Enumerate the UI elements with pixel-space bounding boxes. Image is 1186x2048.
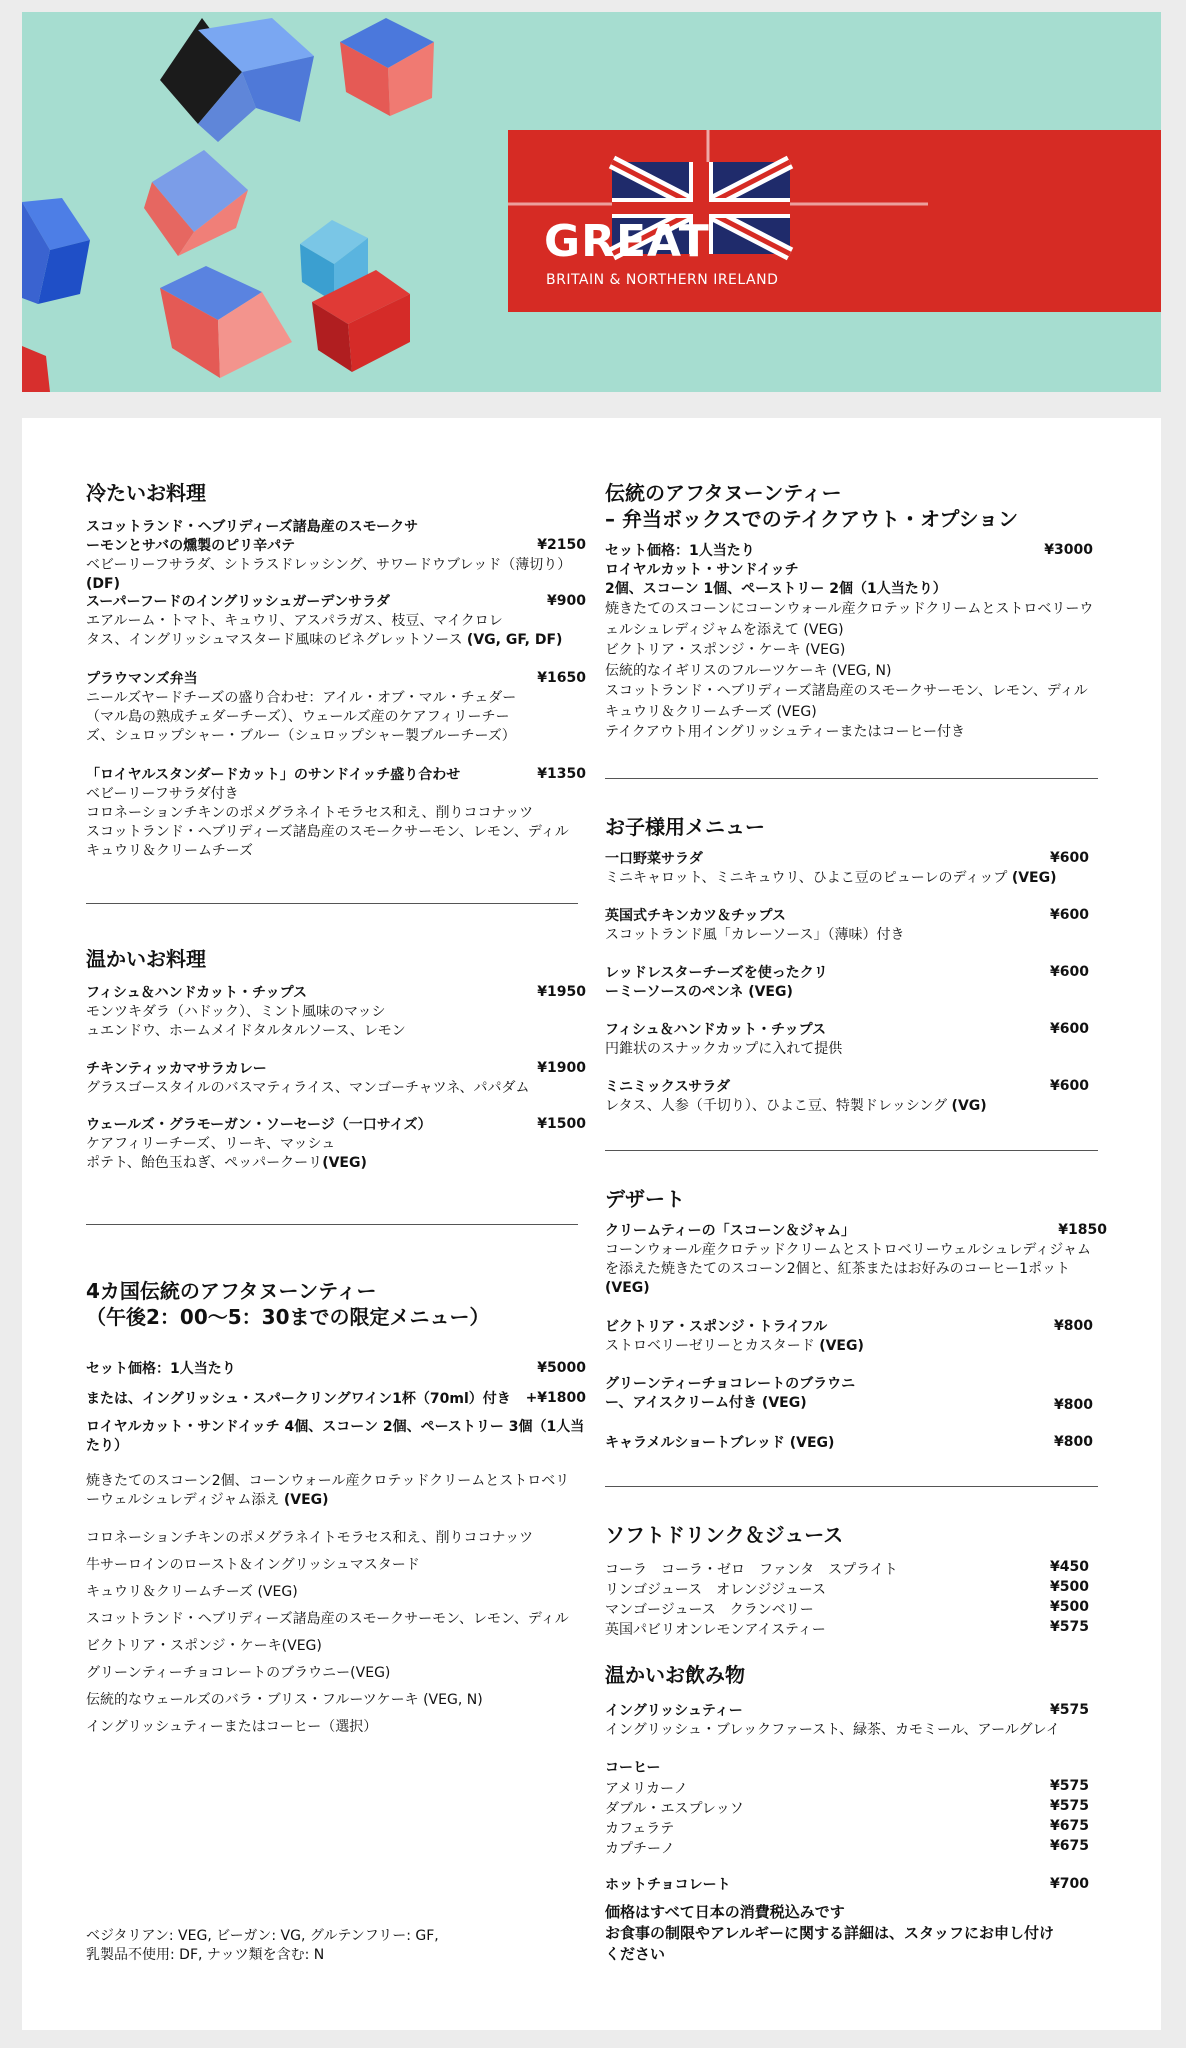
menu-item: スーパーフードのイングリッシュガーデンサラダ ¥900 エアルーム・トマト、キュウリ、アスパラガス、枝豆、マイクロレ タス、イングリッシュマスタード風味のビネグレットソース (VG, GF, DF) [86, 593, 586, 648]
section-title-kids: お子様用メニュー [605, 815, 765, 839]
tea-list-item: 伝統的なウェールズのバラ・ブリス・フルーツケーキ (VEG, N) [86, 1692, 483, 1708]
price: ¥600 [1050, 850, 1089, 866]
drink-row: カプチーノ ¥675 [605, 1838, 1089, 1857]
price: ¥575 [1050, 1702, 1089, 1718]
price: ¥1500 [537, 1116, 586, 1132]
soft-drink-list [605, 1559, 1119, 1639]
menu-item: フィシュ＆ハンドカット・チップス ¥1950 モンツキダラ（ハドック）、ミント風味のマッシ ュエンドウ、ホームメイドタルタルソース、レモン [86, 984, 586, 1039]
price: ¥700 [1050, 1876, 1089, 1892]
menu-item: ビクトリア・スポンジ・トライフル ¥800 ストロベリーゼリーとカスタード (VEG) [605, 1318, 1093, 1354]
drink-row: カフェラテ ¥675 [605, 1818, 1089, 1837]
price: ¥5000 [537, 1360, 586, 1376]
wine-option-row: または、イングリッシュ・スパークリングワイン1杯（70ml）付き +¥1800 [86, 1390, 586, 1407]
price: ¥800 [1054, 1434, 1093, 1450]
price: ¥1650 [537, 670, 586, 686]
section-title-afternoon: 4カ国伝統のアフタヌーンティー [86, 1279, 377, 1303]
menu-item: チキンティッカマサラカレー ¥1900 グラスゴースタイルのバスマティライス、マンゴーチャツネ、パパダム [86, 1060, 586, 1096]
drink-row: マンゴージュース クランベリー ¥500 [605, 1599, 1089, 1618]
dietary-legend: ベジタリアン: VEG, ビーガン: VG, グルテンフリー: GF, 乳製品不使用: DF, ナッツ類を含む: N [86, 1928, 439, 1963]
drink-row: ダブル・エスプレッソ ¥575 [605, 1798, 1089, 1817]
price: ¥800 [1054, 1397, 1093, 1413]
menu-item: 英国式チキンカツ＆チップス ¥600 スコットランド風「カレーソース」（薄味）付き [605, 907, 1089, 943]
divider [605, 778, 1098, 779]
brand-subtitle: BRITAIN & NORTHERN IRELAND [546, 272, 779, 288]
price: ¥1900 [537, 1060, 586, 1076]
menu-item: イングリッシュティー ¥575 イングリッシュ・ブレックファースト、緑茶、カモミール、アールグレイ [605, 1702, 1089, 1738]
tea-list-item: スコットランド・ヘブリディーズ諸島産のスモークサーモン、レモン、ディル [86, 1611, 569, 1627]
tea-list-item: ビクトリア・スポンジ・ケーキ(VEG) [86, 1638, 322, 1654]
price: ¥900 [547, 593, 586, 609]
menu-item: 一口野菜サラダ ¥600 ミニキャロット、ミニキュウリ、ひよこ豆のピューレのディップ (VEG) [605, 850, 1089, 886]
menu-item: プラウマンズ弁当 ¥1650 ニールズヤードチーズの盛り合わせ：アイル・オブ・マル・チェダー （マル島の熟成チェダーチーズ）、ウェールズ産のケアフィリーチー ズ、シュロップシャー・ブルー（シュロップシャー製ブルーチーズ） [86, 670, 586, 744]
hero-banner [22, 12, 1161, 392]
price: ¥600 [1050, 964, 1089, 980]
section-title-takeout: 伝統のアフタヌーンティー [605, 481, 842, 505]
scone-desc: 焼きたてのスコーン2個、コーンウォール産クロテッドクリームとストロベリ ーウェルシュレディジャム添え (VEG) [86, 1473, 570, 1508]
drink-row: リンゴジュース オレンジジュース ¥500 [605, 1579, 1089, 1598]
divider [605, 1486, 1098, 1487]
divider [605, 1150, 1098, 1151]
great-campaign-bar [508, 130, 1161, 312]
price: +¥1800 [525, 1390, 586, 1406]
section-subtitle-takeout: – 弁当ボックスでのテイクアウト・オプション [605, 507, 1019, 531]
price: ¥800 [1054, 1318, 1093, 1334]
menu-item: フィシュ＆ハンドカット・チップス ¥600 円錐状のスナックカップに入れて提供 [605, 1021, 1089, 1057]
tea-contents: ロイヤルカット・サンドイッチ 4個、スコーン 2個、ペーストリー 3個（1人当 たり） [86, 1419, 585, 1454]
menu-item: ホットチョコレート ¥700 [605, 1876, 1089, 1893]
set-price-row: セット価格：1人当たり ¥5000 [86, 1360, 586, 1377]
section-title-dessert: デザート [605, 1187, 685, 1211]
menu-item: ウェールズ・グラモーガン・ソーセージ（一口サイズ） ¥1500 ケアフィリーチーズ、リーキ、マッシュ ポテト、飴色玉ねぎ、ペッパークーリ(VEG) [86, 1116, 586, 1171]
takeout-details: セット価格：1人当たり ¥3000 ロイヤルカット・サンドイッチ 2個、スコーン 1個、ペーストリー 2個（1人当たり） 焼きたてのスコーンにコーンウォール産クロテッドクリームとストロベリーウ ェルシュレディジャムを添えて (VEG) ビクトリア・スポンジ・ケーキ (VEG) 伝統的なイギリスのフルーツケーキ (VEG, N) スコットランド・ヘブリディーズ諸島産のスモークサーモン、レモン、ディル キュウリ＆クリームチーズ (VEG) テイクアウト用イングリッシュティーまたはコーヒー付き [605, 542, 1094, 740]
drink-row: コーラ コーラ・ゼロ ファンタ スプライト ¥450 [605, 1559, 1089, 1578]
section-title-soft-drinks: ソフトドリンク＆ジュース [605, 1523, 844, 1547]
drink-row: アメリカーノ ¥575 [605, 1778, 1089, 1797]
menu-card [22, 418, 1161, 2030]
price: ¥3000 [1044, 542, 1093, 558]
section-title-hot-drinks: 温かいお飲み物 [605, 1663, 745, 1687]
tea-list-item: キュウリ＆クリームチーズ (VEG) [86, 1584, 298, 1600]
divider [86, 1224, 578, 1225]
allergy-note: お食事の制限やアレルギーに関する詳細は、スタッフにお申し付け [605, 1924, 1055, 1942]
tea-list-item: 牛サーロインのロースト＆イングリッシュマスタード [86, 1557, 420, 1573]
tea-list-item: コロネーションチキンのポメグラネイトモラセス和え、削りココナッツ [86, 1530, 534, 1546]
menu-item: レッドレスターチーズを使ったクリ ーミーソースのペンネ (VEG) ¥600 [605, 964, 1089, 1000]
divider [86, 903, 578, 904]
menu-item: 「ロイヤルスタンダードカット」のサンドイッチ盛り合わせ ¥1350 ベビーリーフサラダ付き コロネーションチキンのポメグラネイトモラセス和え、削りココナッツ スコットランド・ヘブリディーズ諸島産のスモークサーモン、レモン、ディル キュウリ＆クリームチーズ [86, 766, 586, 859]
section-subtitle-afternoon: （午後2：00〜5：30までの限定メニュー） [86, 1305, 490, 1329]
section-title-hot: 温かいお料理 [86, 947, 206, 971]
price: ¥1850 [1058, 1222, 1107, 1238]
brand-title: GREAT [544, 216, 710, 267]
price: ¥1950 [537, 984, 586, 1000]
price: ¥2150 [537, 537, 586, 553]
menu-item: グリーンティーチョコレートのブラウニ ー、アイスクリーム付き (VEG) ¥800 [605, 1376, 1093, 1413]
coffee-list: コーヒー アメリカーノ ¥575 ダブル・エスプレッソ ¥575 カフェラテ ¥675 カプチーノ ¥675 [605, 1758, 1119, 1858]
menu-item: キャラメルショートブレッド (VEG) ¥800 [605, 1434, 1093, 1451]
section-title-cold: 冷たいお料理 [86, 481, 206, 505]
price: ¥600 [1050, 1078, 1089, 1094]
tea-list-item: グリーンティーチョコレートのブラウニー(VEG) [86, 1665, 391, 1681]
price: ¥1350 [537, 766, 586, 782]
drink-row: 英国パビリオンレモンアイスティー ¥575 [605, 1619, 1089, 1638]
notes: 価格はすべて日本の消費税込みです お食事の制限やアレルギーに関する詳細は、スタッフにお申し付け ください [605, 1902, 1119, 1965]
menu-item: スコットランド・ヘブリディーズ諸島産のスモークサ ーモンとサバの燻製のピリ辛パテ ¥2150 ベビーリーフサラダ、シトラスドレッシング、サワードウブレッド（薄切り） (DF) [86, 519, 586, 592]
price: ¥600 [1050, 1021, 1089, 1037]
tea-list-item: イングリッシュティーまたはコーヒー（選択） [86, 1719, 378, 1735]
price: ¥600 [1050, 907, 1089, 923]
tax-note: 価格はすべて日本の消費税込みです [605, 1903, 845, 1921]
menu-item: クリームティーの「スコーン＆ジャム」 ¥1850 コーンウォール産クロテッドクリームとストロベリーウェルシュレディジャム を添えた焼きたてのスコーン2個と、紅茶またはお好みのコーヒー1ポット (VEG) [605, 1222, 1107, 1296]
menu-item: ミニミックスサラダ ¥600 レタス、人参（千切り）、ひよこ豆、特製ドレッシング (VG) [605, 1078, 1089, 1114]
